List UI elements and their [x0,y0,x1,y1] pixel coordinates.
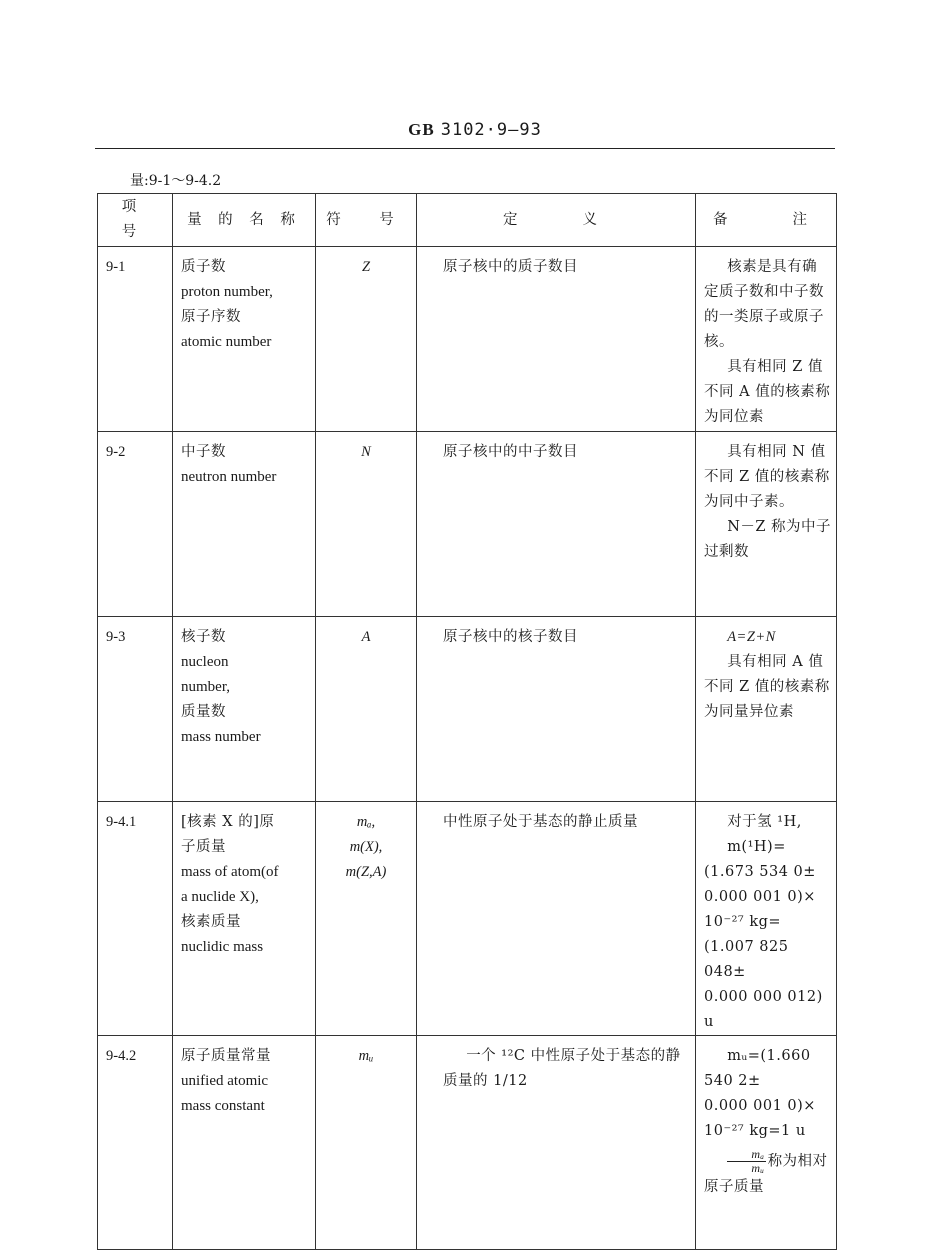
row-symbol [316,247,417,432]
table-row [98,247,837,432]
row-name [173,802,316,1036]
header-rule [95,148,835,149]
note-line: 具有相同 Z 值不同 A 值的核素称为同位素 [704,359,831,425]
col-header-notes: 备 注 [696,194,837,247]
row-id: 9-2 [98,432,173,617]
row-definition: 原子核中的核子数目 [417,617,696,802]
table-row [98,1036,837,1250]
name-line: mass number [181,729,261,745]
name-line: nuclidic mass [181,939,264,955]
name-line: 质子数 [181,259,226,275]
name-line: mass of atom(of [181,864,279,880]
symbol-line: mₐ, [356,814,376,830]
document-header [0,120,950,140]
symbol-line: m(Z,A) [345,864,387,880]
row-name [173,247,316,432]
note-line: (1.673 534 0± [704,864,816,880]
row-notes [696,802,837,1036]
name-line: 原子质量常量 [181,1048,271,1064]
quantities-table [97,193,837,1250]
row-definition: 原子核中的质子数目 [417,247,696,432]
row-notes [696,1036,837,1250]
table-header-row [98,194,837,247]
name-line: unified atomic [181,1073,269,1089]
row-notes [696,617,837,802]
name-line: proton number, [181,284,273,300]
name-line: a nuclide X), [181,889,259,905]
note-fraction-line [704,1148,832,1200]
table-row [98,432,837,617]
col-header-symbol: 符 号 [316,194,417,247]
name-line: atomic number [181,334,272,350]
row-id: 9-4.2 [98,1036,173,1250]
symbol-line: A [361,629,371,645]
row-symbol [316,1036,417,1250]
col-header-name: 量 的 名 称 [173,194,316,247]
row-id: 9-3 [98,617,173,802]
name-line: neutron number [181,469,277,485]
col-header-id: 项 号 [98,194,173,247]
note-line: 核素是具有确定质子数和中子数的一类原子或原子核。 [704,259,824,350]
fraction-text: 称为相对原子质量 [704,1153,828,1195]
note-line: N－Z 称为中子过剩数 [704,519,832,560]
name-line: mass constant [181,1098,265,1114]
name-line: 原子序数 [181,309,241,325]
note-line: (1.007 825 048± [704,939,789,980]
symbol-line: m(X), [349,839,383,855]
row-notes [696,247,837,432]
row-name [173,617,316,802]
row-definition: 原子核中的中子数目 [417,432,696,617]
table-row [98,617,837,802]
fraction-denominator: mᵤ [751,1161,765,1175]
row-definition [417,1036,696,1250]
symbol-line: Z [361,259,371,275]
definition-text: 一个 ¹²C 中性原子处于基态的静质量的 1/12 [443,1048,681,1089]
name-line: 中子数 [181,444,226,460]
row-definition: 中性原子处于基态的静止质量 [417,802,696,1036]
standard-number: 3102·9—93 [440,120,542,140]
name-line: 核素质量 [181,914,241,930]
fraction-numerator: mₐ [727,1148,765,1162]
standard-code: GB [408,120,435,139]
note-line: 0.000 000 012) u [704,989,823,1030]
note-line: A=Z+N [727,629,776,645]
note-line: 具有相同 N 值不同 Z 值的核素称为同中子素。 [704,444,830,510]
note-line: m(¹H)= [727,839,786,855]
relative-mass-fraction [727,1148,765,1175]
row-symbol [316,432,417,617]
table-caption: 量:9-1～9-4.2 [130,173,222,189]
symbol-line: mᵤ [358,1048,374,1064]
name-line: 子质量 [181,839,226,855]
note-line: 10⁻²⁷ kg=1 u [704,1123,806,1139]
row-notes [696,432,837,617]
name-line: nucleon [181,654,229,670]
note-line: 0.000 001 0)× [704,889,816,905]
row-symbol [316,802,417,1036]
row-name [173,1036,316,1250]
note-line: 0.000 001 0)× [704,1098,816,1114]
name-line: 核子数 [181,629,226,645]
row-name [173,432,316,617]
symbol-line: N [361,444,371,460]
name-line: 质量数 [181,704,226,720]
name-line: [核素 X 的]原 [181,814,275,830]
note-line: 对于氢 ¹H, [727,814,802,830]
note-line: 具有相同 A 值不同 Z 值的核素称为同量异位素 [704,654,830,720]
row-id: 9-1 [98,247,173,432]
name-line: number, [181,679,230,695]
note-line: 10⁻²⁷ kg= [704,914,782,930]
col-header-definition: 定 义 [417,194,696,247]
row-id: 9-4.1 [98,802,173,1036]
table-row [98,802,837,1036]
row-symbol [316,617,417,802]
note-line: mᵤ=(1.660 540 2± [704,1048,811,1089]
